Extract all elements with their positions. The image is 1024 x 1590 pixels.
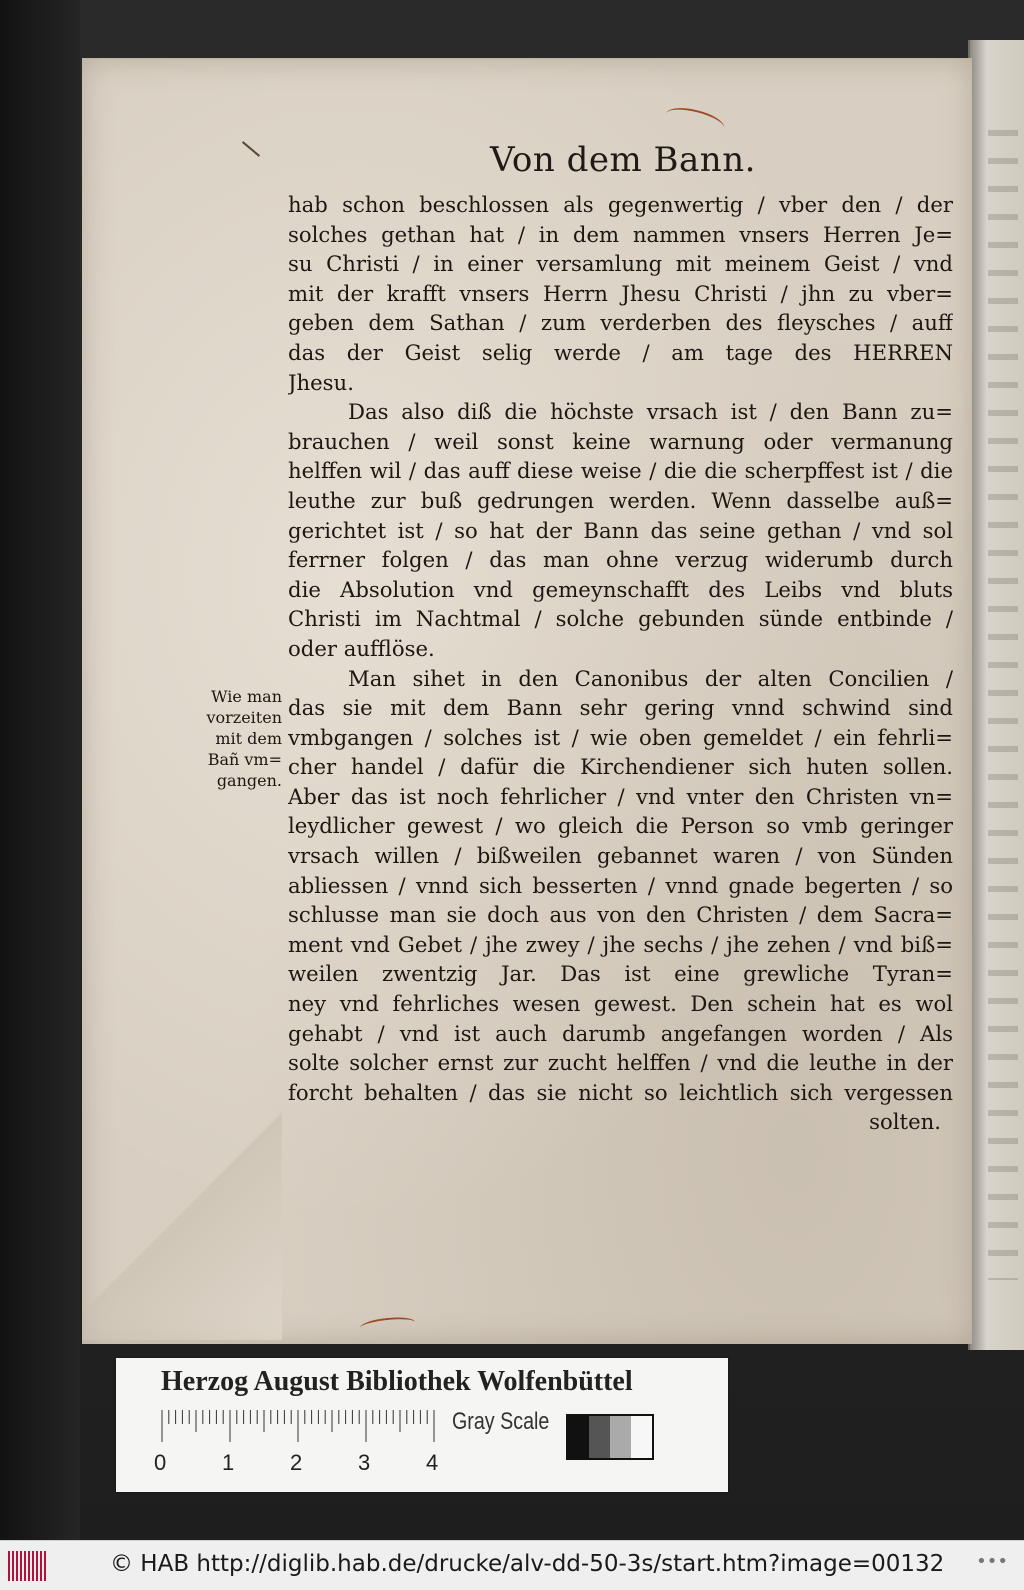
copyright-url[interactable]: © HAB http://diglib.hab.de/drucke/alv-dd-50-3s/start.htm?image=00132 xyxy=(110,1551,945,1577)
text-line: geben dem Sathan / zum verderben des fleysches / auff xyxy=(288,310,953,336)
marginal-note xyxy=(178,686,282,791)
text-line: forcht behalten / das sie nicht so leichtlich sich vergessen xyxy=(288,1079,953,1105)
marginal-note-line: vorzeiten xyxy=(206,708,282,727)
text-line: leydlicher gewest / wo gleich die Person so vmb geringer xyxy=(288,813,953,839)
gray-step xyxy=(589,1416,610,1458)
marginal-note-line: Bañ vm= xyxy=(207,750,282,769)
body-text xyxy=(288,190,953,1137)
hab-logo-icon xyxy=(8,1551,46,1581)
ruler-number: 2 xyxy=(290,1450,303,1475)
gray-step xyxy=(568,1416,589,1458)
marginal-note-line: Wie man xyxy=(211,687,282,706)
marginal-note-line: gangen. xyxy=(216,771,282,790)
text-line: Das also diß die höchste vrsach ist / den Bann zu= xyxy=(348,399,953,425)
text-line: solten. xyxy=(869,1109,941,1135)
text-line: die Absolution vnd gemeynschafft des Leibs vnd bluts xyxy=(288,576,953,602)
text-line: oder aufflöse. xyxy=(288,635,435,661)
running-head: Von dem Bann. xyxy=(490,140,756,180)
text-line: schlusse man sie doch aus von den Christen / dem Sacra= xyxy=(288,902,953,928)
text-line: gerichtet ist / so hat der Bann das seine gethan / vnd sol xyxy=(288,517,953,543)
adjacent-page-ink xyxy=(988,130,1018,1280)
ruler-number: 1 xyxy=(222,1450,235,1475)
gray-scale-swatch xyxy=(566,1414,654,1460)
text-line: mit der krafft vnsers Herrn Jhesu Christi / jhn zu vber= xyxy=(288,280,953,306)
text-line: abliessen / vnnd sich besserten / vnnd gnade begerten / so xyxy=(288,872,953,898)
text-line: cher handel / dafür die Kirchendiener sich huten sollen. xyxy=(288,754,953,780)
text-line: ferrner folgen / das man ohne verzug widerumb durch xyxy=(288,547,953,573)
text-line: vrsach willen / bißweilen gebannet waren / von Sünden xyxy=(288,843,953,869)
measurement-ruler xyxy=(160,1408,435,1444)
text-line: Man sihet in den Canonibus der alten Concilien / xyxy=(348,665,953,691)
ruler-number: 4 xyxy=(426,1450,439,1475)
text-line: das der Geist selig werde / am tage des HERREN xyxy=(288,339,953,365)
text-line: ment vnd Gebet / jhe zwey / jhe sechs / jhe zehen / vnd biß= xyxy=(288,931,953,957)
library-name: Herzog August Bibliothek Wolfenbüttel xyxy=(161,1366,633,1397)
text-line: su Christi / in einer versamlung mit meinem Geist / vnd xyxy=(288,251,953,277)
text-line: das sie mit dem Bann sehr gering vnnd schwind sind xyxy=(288,695,953,721)
more-dots-icon[interactable]: ••• xyxy=(976,1551,1008,1572)
ruler-number: 3 xyxy=(358,1450,371,1475)
marginal-note-line: mit dem xyxy=(215,729,282,748)
text-line: gehabt / vnd ist auch darumb angefangen worden / Als xyxy=(288,1020,953,1046)
ruler-number: 0 xyxy=(154,1450,167,1475)
text-line: Christi im Nachtmal / solche gebunden sünde entbinde / xyxy=(288,606,953,632)
gray-step xyxy=(610,1416,631,1458)
library-label-card xyxy=(116,1358,728,1492)
scan-background-left xyxy=(0,0,80,1540)
text-line: helffen wil / das auff diese weise / die die scherpffest ist / die xyxy=(288,458,953,484)
page-fold-shadow xyxy=(82,1090,282,1340)
text-line: solte solcher ernst zur zucht helffen / vnd die leuthe in der xyxy=(288,1050,953,1076)
text-line: ney vnd fehrliches wesen gewest. Den schein hat es wol xyxy=(288,991,953,1017)
text-line: leuthe zur buß gedrungen werden. Wenn dasselbe auß= xyxy=(288,487,953,513)
ruler-numbers xyxy=(154,1450,454,1474)
gray-step xyxy=(631,1416,652,1458)
text-line: weilen zwentzig Jar. Das ist eine grewliche Tyran= xyxy=(288,961,953,987)
text-line: Jhesu. xyxy=(288,369,354,395)
text-line: vmbgangen / solches ist / wie oben gemeldet / ein fehrli= xyxy=(288,724,953,750)
text-line: solches gethan hat / in dem nammen vnsers Herren Je= xyxy=(288,221,953,247)
gray-scale-label: Gray Scale xyxy=(452,1408,550,1435)
text-line: brauchen / weil sonst keine warnung oder vermanung xyxy=(288,428,953,454)
text-line: hab schon beschlossen als gegenwertig / vber den / der xyxy=(288,192,953,217)
adjacent-page-edge xyxy=(968,40,1024,1350)
text-line: Aber das ist noch fehrlicher / vnd vnter den Christen vn= xyxy=(288,783,953,809)
footer-bar xyxy=(0,1540,1024,1590)
